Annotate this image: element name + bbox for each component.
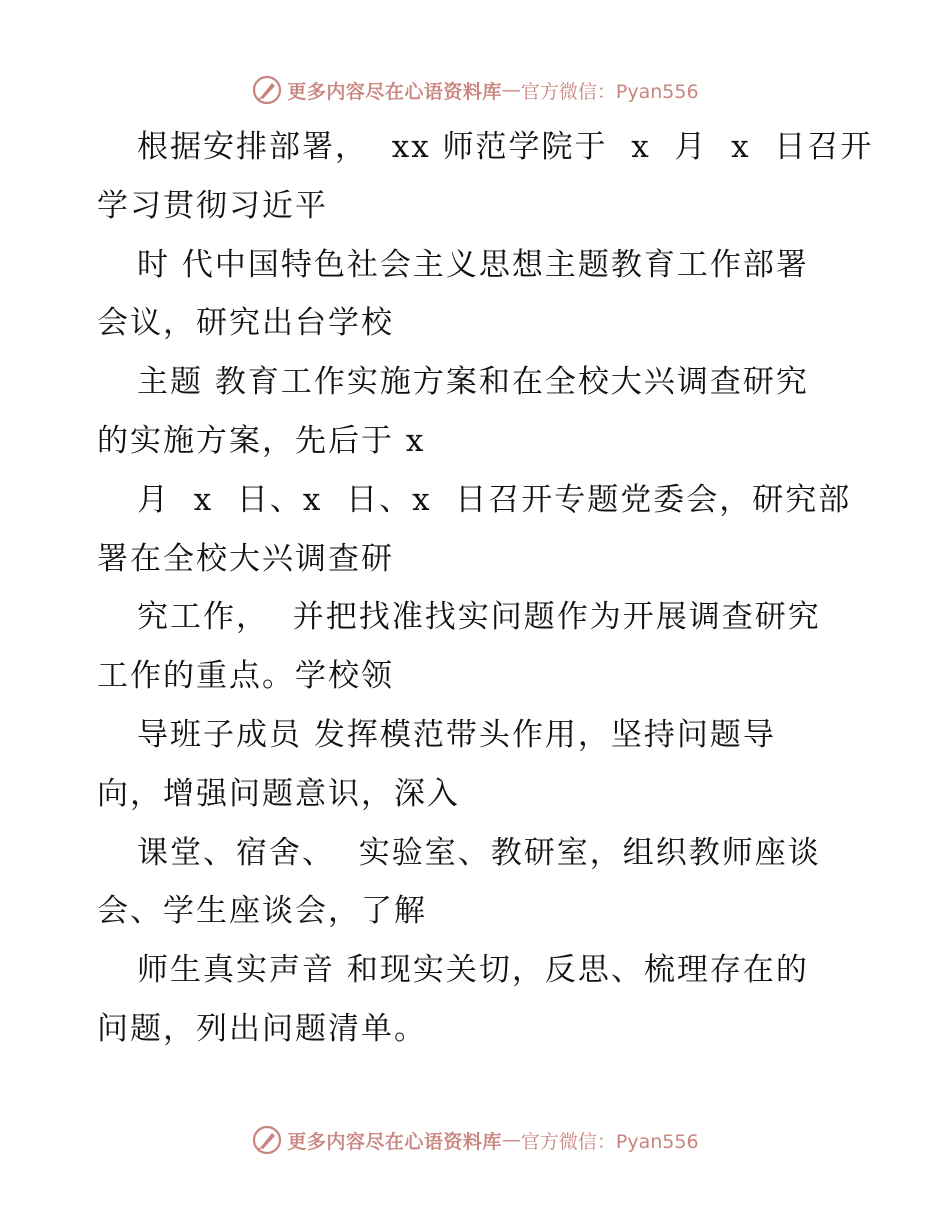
text-line: 的实施方案，先后于 x: [97, 422, 426, 459]
quill-pen-icon: [251, 74, 283, 106]
text-line: 会、学生座谈会，了解: [97, 893, 427, 930]
text-line: 向，增强问题意识，深入: [97, 775, 460, 812]
watermark-brand: 更多内容尽在心语资料库: [287, 1130, 502, 1153]
watermark-wechat: 官方微信：Pyan556: [520, 80, 699, 103]
text-line: 会议，研究出台学校: [97, 305, 394, 342]
header-watermark: [0, 70, 950, 110]
text-line: 工作的重点。学校领: [97, 658, 394, 695]
text-line: 究工作， 并把找准找实问题作为开展调查研究: [137, 599, 821, 636]
text-line: 主题 教育工作实施方案和在全校大兴调查研究: [137, 364, 809, 401]
watermark-separator: —: [501, 79, 521, 101]
document-body: [97, 118, 874, 1059]
text-line: 月 x 日、x 日、x 日召开专题党委会，研究部: [137, 481, 852, 518]
text-line: 时 代中国特色社会主义思想主题教育工作部署: [137, 246, 809, 283]
watermark-separator: —: [501, 1129, 521, 1151]
text-line: 问题，列出问题清单。: [97, 1010, 427, 1047]
text-line: 根据安排部署， xx 师范学院于 x 月 x 日召开: [137, 129, 874, 165]
text-line: 师生真实声音 和现实关切，反思、梳理存在的: [137, 952, 809, 989]
watermark-wechat: 官方微信：Pyan556: [520, 1130, 699, 1153]
footer-watermark: [0, 1120, 950, 1160]
text-line: 导班子成员 发挥模范带头作用，坚持问题导: [137, 716, 776, 753]
watermark-brand: 更多内容尽在心语资料库: [287, 80, 502, 103]
text-line: 课堂、宿舍、 实验室、教研室，组织教师座谈: [137, 834, 821, 871]
text-line: 署在全校大兴调查研: [97, 540, 394, 577]
text-line: 学习贯彻习近平: [97, 187, 328, 224]
quill-pen-icon: [251, 1124, 283, 1156]
